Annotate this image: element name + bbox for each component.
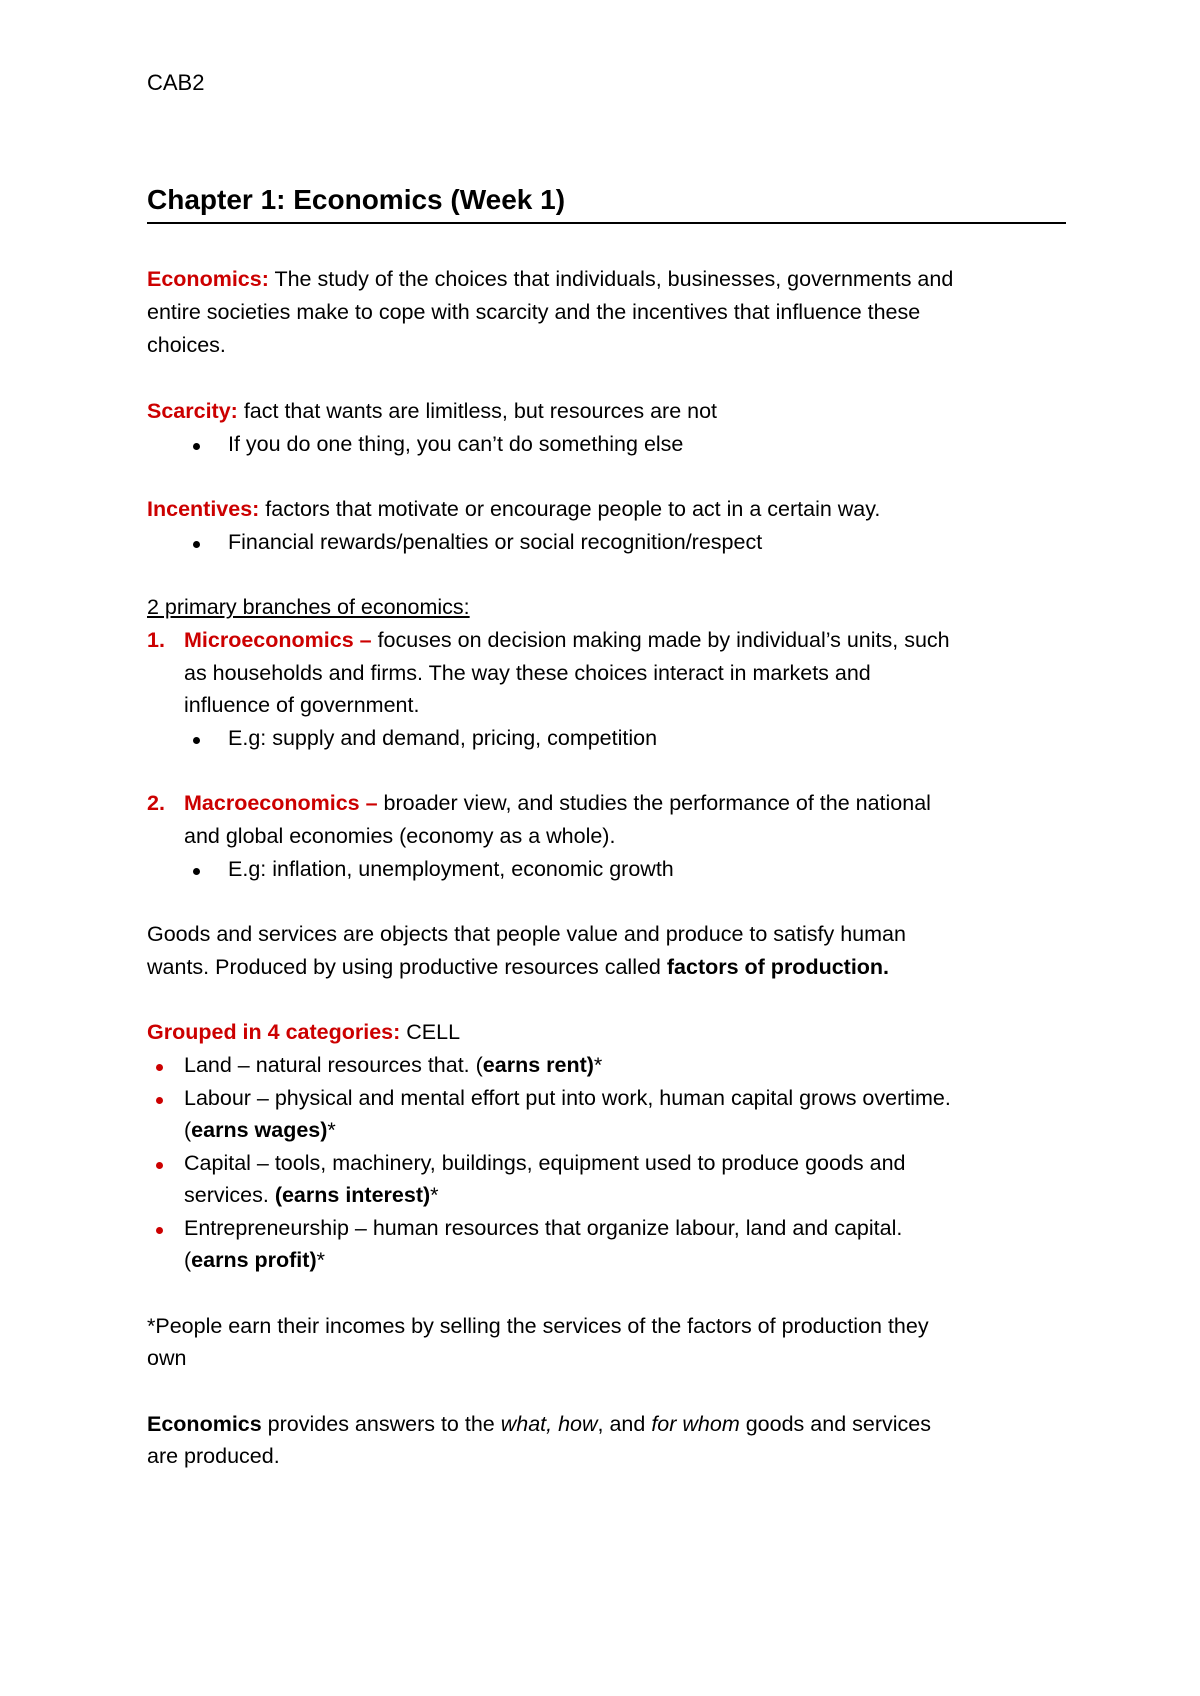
goods-line-2: wants. Produced by using productive resources called factors of production. <box>147 955 890 979</box>
categories-term: Grouped in 4 categories: <box>147 1020 401 1044</box>
red-bullet-icon <box>156 1162 163 1169</box>
incentives-definition: Incentives: factors that motivate or encourage people to act in a certain way. <box>147 497 881 521</box>
bullet-icon <box>193 443 200 450</box>
note-line-2: own <box>147 1346 187 1370</box>
category-capital-line-2: services. (earns interest)* <box>184 1183 439 1207</box>
economics-term: Economics: <box>147 267 269 291</box>
categories-heading: Grouped in 4 categories: CELL <box>147 1020 461 1044</box>
list-number: 2. <box>147 791 165 815</box>
category-labour-line-1: Labour – physical and mental effort put into work, human capital grows overtime. <box>184 1086 951 1110</box>
micro-term: Microeconomics – <box>184 628 372 652</box>
micro-bullet: E.g: supply and demand, pricing, competition <box>228 726 658 750</box>
incentives-term: Incentives: <box>147 497 260 521</box>
economics-definition-line-2: entire societies make to cope with scarcity and the incentives that influence these <box>147 300 921 324</box>
goods-line-1: Goods and services are objects that people value and produce to satisfy human <box>147 922 906 946</box>
incentives-bullet: Financial rewards/penalties or social recognition/respect <box>228 530 763 554</box>
scarcity-definition: Scarcity: fact that wants are limitless, but resources are not <box>147 399 718 423</box>
category-labour-line-2: (earns wages)* <box>184 1118 336 1142</box>
red-bullet-icon <box>156 1097 163 1104</box>
category-entrepreneurship-line-1: Entrepreneurship – human resources that organize labour, land and capital. <box>184 1216 903 1240</box>
red-bullet-icon <box>156 1227 163 1234</box>
chapter-title: Chapter 1: Economics (Week 1) <box>147 184 1066 224</box>
scarcity-bullet: If you do one thing, you can’t do something else <box>228 432 684 456</box>
economics-definition-line-3: choices. <box>147 333 226 357</box>
category-entrepreneurship-line-2: (earns profit)* <box>184 1248 325 1272</box>
page-header: CAB2 <box>147 70 205 95</box>
bullet-icon <box>193 737 200 744</box>
macro-line-2: and global economies (economy as a whole). <box>184 824 616 848</box>
scarcity-term: Scarcity: <box>147 399 238 423</box>
red-bullet-icon <box>156 1064 163 1071</box>
macro-term: Macroeconomics – <box>184 791 378 815</box>
bullet-icon <box>193 868 200 875</box>
category-land: Land – natural resources that. (earns rent)* <box>184 1053 603 1077</box>
micro-line-1: Microeconomics – focuses on decision making made by individual’s units, such <box>184 628 950 652</box>
micro-line-2: as households and firms. The way these choices interact in markets and <box>184 661 871 685</box>
economics-definition-line-1: Economics: The study of the choices that individuals, businesses, governments and <box>147 267 954 291</box>
note-line-1: *People earn their incomes by selling the services of the factors of production they <box>147 1314 929 1338</box>
macro-line-1: Macroeconomics – broader view, and studies the performance of the national <box>184 791 931 815</box>
closing-line-2: are produced. <box>147 1444 280 1468</box>
list-number: 1. <box>147 628 165 652</box>
micro-line-3: influence of government. <box>184 693 420 717</box>
branches-heading: 2 primary branches of economics: <box>147 595 470 619</box>
factors-of-production: factors of production. <box>666 955 890 979</box>
category-capital-line-1: Capital – tools, machinery, buildings, equipment used to produce goods and <box>184 1151 906 1175</box>
bullet-icon <box>193 541 200 548</box>
macro-bullet: E.g: inflation, unemployment, economic growth <box>228 857 674 881</box>
closing-line-1: Economics provides answers to the what, how, and for whom goods and services <box>147 1412 931 1436</box>
